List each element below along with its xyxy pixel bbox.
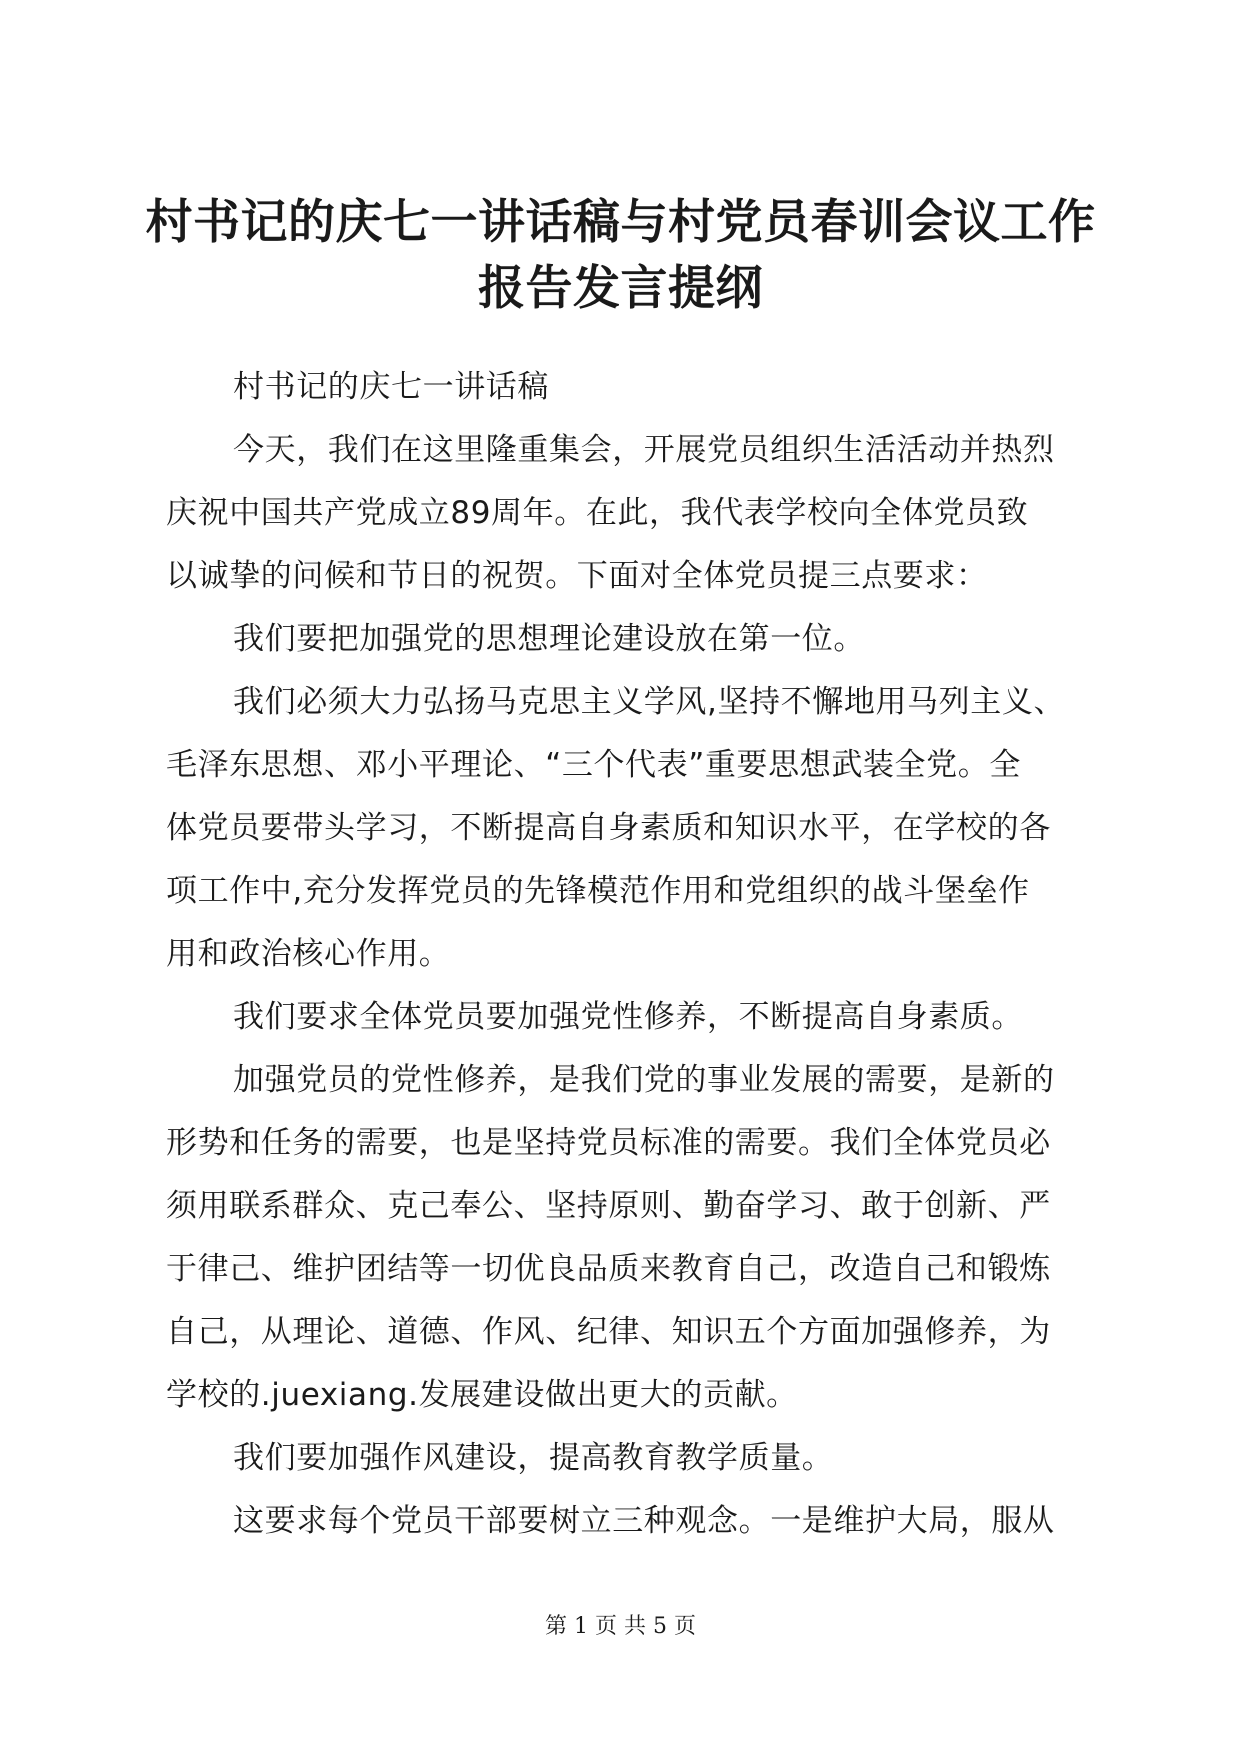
body-line: 须用联系群众、克己奉公、坚持原则、勤奋学习、敢于创新、严 — [166, 1188, 1051, 1224]
body-line: 我们必须大力弘扬马克思主义学风,坚持不懈地用马列主义、 — [233, 684, 1066, 720]
body-line: 于律己、维护团结等一切优良品质来教育自己，改造自己和锻炼 — [166, 1251, 1051, 1287]
document-title — [120, 190, 1121, 322]
document-body — [166, 356, 1081, 1553]
title-line-1: 村书记的庆七一讲话稿与村党员春训会议工作 — [145, 195, 1096, 250]
body-line: 我们要加强作风建设，提高教育教学质量。 — [233, 1440, 834, 1476]
body-line: 这要求每个党员干部要树立三种观念。一是维护大局，服从 — [233, 1503, 1055, 1539]
body-line: 自己，从理论、道德、作风、纪律、知识五个方面加强修养，为 — [166, 1314, 1051, 1350]
body-line: 今天，我们在这里隆重集会，开展党员组织生活活动并热烈 — [233, 432, 1055, 468]
body-line: 以诚挚的问候和节日的祝贺。下面对全体党员提三点要求： — [166, 558, 988, 594]
body-line: 我们要把加强党的思想理论建设放在第一位。 — [233, 621, 865, 657]
body-line: 学校的.juexiang.发展建设做出更大的贡献。 — [166, 1377, 798, 1413]
body-line: 加强党员的党性修养，是我们党的事业发展的需要，是新的 — [233, 1062, 1055, 1098]
body-line: 毛泽东思想、邓小平理论、“三个代表”重要思想武装全党。全 — [166, 747, 1021, 783]
body-line: 体党员要带头学习，不断提高自身素质和知识水平，在学校的各 — [166, 810, 1051, 846]
body-line: 形势和任务的需要，也是坚持党员标准的需要。我们全体党员必 — [166, 1125, 1051, 1161]
body-line: 项工作中,充分发挥党员的先锋模范作用和党组织的战斗堡垒作 — [166, 873, 1030, 909]
body-line: 村书记的庆七一讲话稿 — [233, 369, 549, 405]
body-line: 庆祝中国共产党成立89周年。在此，我代表学校向全体党员致 — [166, 495, 1029, 531]
title-line-2: 报告发言提纲 — [478, 261, 763, 316]
page-footer: 第 1 页 共 5 页 — [545, 1614, 696, 1639]
body-line: 用和政治核心作用。 — [166, 936, 451, 972]
body-line: 我们要求全体党员要加强党性修养，不断提高自身素质。 — [233, 999, 1023, 1035]
